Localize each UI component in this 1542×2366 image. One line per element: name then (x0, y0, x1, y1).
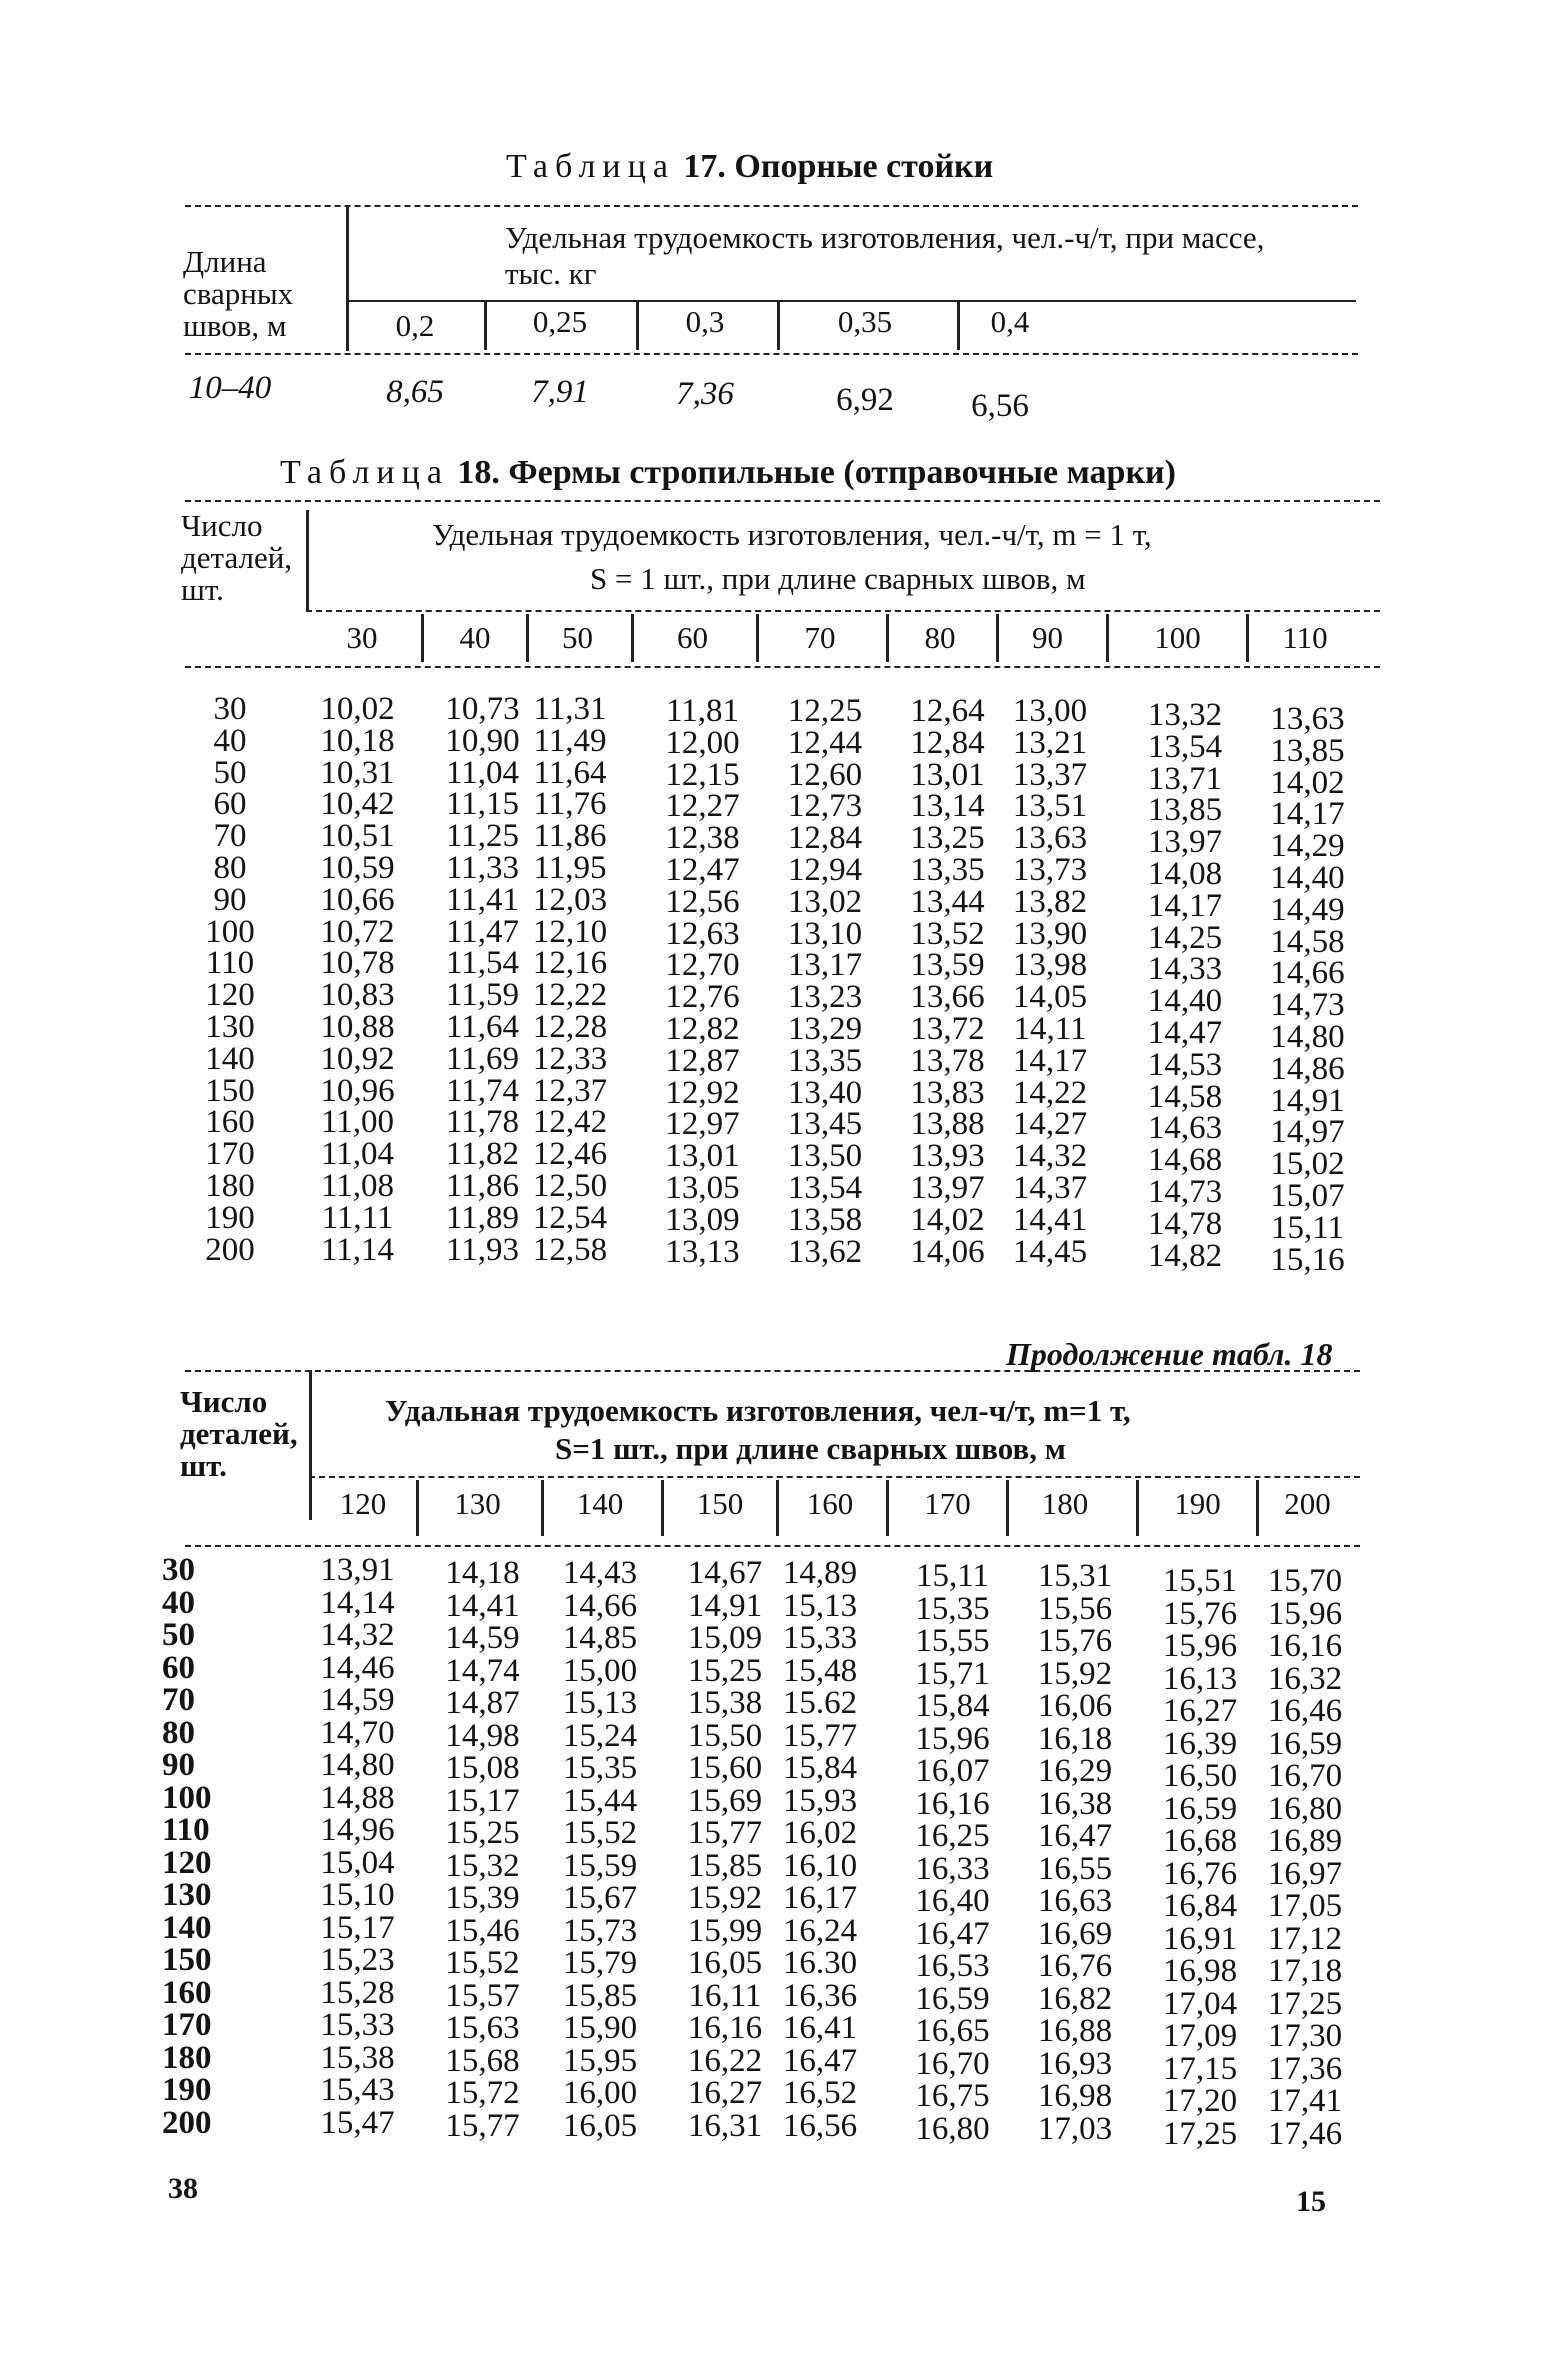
table18c-value-column: 15,31 15,56 15,76 15,92 16,06 16,18 16,29 16,38 16,47 16,55 16,63 16,69 16,76 16,82 16,88 16,93 16,98 17,03 (1037, 1558, 1113, 2147)
table17-col-2: 0,3 (685, 304, 725, 339)
table18-row-labels: 30 40 50 60 70 80 90 100 110 120 130 140 150 160 170 180 190 200 (205, 691, 255, 1268)
table17-value-2: 7,36 (676, 376, 734, 412)
table17-row-label: 10–40 (188, 370, 272, 406)
table18c-col-header: 120 (339, 1486, 387, 1521)
table17-main-header: Удельная трудоемкость изготовления, чел.-ч/т, при массе, тыс. кг (505, 220, 1265, 291)
table18-main-header-1: Удельная трудоемкость изготовления, чел.-ч/т, m = 1 т, (432, 517, 1152, 552)
table18-col-separator (1246, 614, 1249, 662)
table18-columns-rule (306, 610, 1380, 612)
table18c-col-separator (886, 1480, 889, 1536)
table18c-col-header: 200 (1284, 1486, 1331, 1521)
table17-left-header: Длина сварных швов, м (183, 244, 294, 343)
table17-title-prefix: Таблица (506, 148, 675, 185)
table18-cont-caption: Продолжение табл. 18 (1006, 1336, 1333, 1372)
table18-col-separator (756, 614, 759, 662)
table18c-col-separator (416, 1480, 419, 1536)
table18c-row-labels: 30 40 50 60 70 80 90 100 110 120 130 140 150 160 170 180 190 200 (162, 1552, 212, 2141)
table18-top-rule (185, 500, 1380, 502)
table18-value-column: 12,64 12,84 13,01 13,14 13,25 13,35 13,44 13,52 13,59 13,66 13,72 13,78 13,83 13,88 13,93 13,97 14,02 14,06 (910, 693, 985, 1270)
table18c-main-header-1: Удальная трудоемкость изготовления, чел-ч/т, m=1 т, (385, 1393, 1131, 1428)
table17-value-1: 7,91 (531, 374, 589, 410)
table18c-col-separator (661, 1480, 664, 1536)
table18-title (280, 454, 1176, 492)
table17-col-0: 0,2 (395, 308, 435, 343)
table18c-bottom-rule (185, 1545, 1360, 1547)
table18-bottom-rule (185, 666, 1380, 668)
table18c-main-header-2: S=1 шт., при длине сварных швов, м (555, 1431, 1066, 1466)
table17-value-4: 6,56 (971, 388, 1029, 424)
table17-col-sep-4 (957, 300, 960, 350)
table18-col-separator (886, 614, 889, 662)
table18c-col-separator (1006, 1480, 1009, 1536)
table17-col-sep-3 (777, 300, 780, 350)
table17-value-3: 6,92 (836, 382, 894, 418)
table18c-col-header: 140 (576, 1486, 624, 1521)
table18c-value-column: 14,43 14,66 14,85 15,00 15,13 15,24 15,35 15,44 15,52 15,59 15,67 15,73 15,79 15,85 15,90 15,95 16,00 16,05 (562, 1555, 638, 2144)
page-number-left: 38 (168, 2172, 198, 2205)
table18-col-header: 70 (804, 620, 836, 655)
table18-title-rest: 18. Фермы стропильные (отправочные марки) (457, 454, 1176, 491)
table18-col-header: 100 (1154, 620, 1201, 655)
table18-col-separator (631, 614, 634, 662)
table18-value-column: 13,63 13,85 14,02 14,17 14,29 14,40 14,49 14,58 14,66 14,73 14,80 14,86 14,91 14,97 15,02 15,07 15,11 15,16 (1270, 701, 1345, 1278)
table18c-value-column: 14,67 14,91 15,09 15,25 15,38 15,50 15,60 15,69 15,77 15,85 15,92 15,99 16,05 16,11 16,16 16,22 16,27 16,31 (687, 1555, 763, 2144)
table18-value-column: 10,73 10,90 11,04 11,15 11,25 11,33 11,41 11,47 11,54 11,59 11,64 11,69 11,74 11,78 11,82 11,86 11,89 11,93 (445, 691, 520, 1268)
table18-value-column: 10,02 10,18 10,31 10,42 10,51 10,59 10,66 10,72 10,78 10,83 10,88 10,92 10,96 11,00 11,04 11,08 11,11 11,14 (320, 691, 395, 1268)
table18c-col-header: 180 (1041, 1486, 1089, 1521)
table18-col-header: 90 (1032, 620, 1063, 655)
table17-col-4: 0,4 (990, 304, 1030, 339)
table18c-col-separator (776, 1480, 779, 1536)
table17-value-0: 8,65 (386, 374, 444, 410)
table18c-col-header: 130 (454, 1486, 501, 1521)
table18-col-header: 110 (1282, 620, 1328, 655)
table17-col-sep-1 (484, 300, 487, 350)
table18-value-column: 13,32 13,54 13,71 13,85 13,97 14,08 14,17 14,25 14,33 14,40 14,47 14,53 14,58 14,63 14,68 14,73 14,78 14,82 (1147, 697, 1223, 1274)
table18c-value-column: 13,91 14,14 14,32 14,46 14,59 14,70 14,80 14,88 14,96 15,04 15,10 15,17 15,23 15,28 15,33 15,38 15,43 15,47 (320, 1552, 395, 2141)
table17-title-rest: 17. Опорные стойки (683, 148, 994, 185)
table17-col-1: 0,25 (532, 304, 588, 339)
table18-col-separator (1106, 614, 1109, 662)
table18c-col-header: 190 (1174, 1486, 1221, 1521)
table18c-value-column: 14,18 14,41 14,59 14,74 14,87 14,98 15,08 15,17 15,25 15,32 15,39 15,46 15,52 15,57 15,63 15,68 15,72 15,77 (445, 1555, 520, 2144)
table18-title-prefix: Таблица (280, 454, 449, 491)
table18c-top-rule (185, 1370, 1360, 1372)
table18-left-header: Число деталей, шт. (181, 508, 293, 607)
table17-bottom-rule (185, 353, 1358, 355)
table18-divider (306, 510, 309, 610)
table18-value-column: 11,81 12,00 12,15 12,27 12,38 12,47 12,56 12,63 12,70 12,76 12,82 12,87 12,92 12,97 13,01 13,05 13,09 13,13 (665, 693, 740, 1270)
table18-col-header: 80 (924, 620, 956, 655)
table17-top-rule (185, 205, 1358, 207)
table18c-value-column: 14,89 15,13 15,33 15,48 15.62 15,77 15,84 15,93 16,02 16,10 16,17 16,24 16.30 16,36 16,41 16,47 16,52 16,56 (782, 1555, 858, 2144)
table18-main-header-2: S = 1 шт., при длине сварных швов, м (590, 561, 1086, 596)
table18-col-header: 60 (677, 620, 708, 655)
table18c-col-header: 170 (924, 1486, 971, 1521)
table18c-value-column: 15,51 15,76 15,96 16,13 16,27 16,39 16,50 16,59 16,68 16,76 16,84 16,91 16,98 17,04 17,09 17,15 17,20 17,25 (1162, 1563, 1238, 2152)
table18-col-header: 40 (459, 620, 491, 655)
table18-value-column: 13,00 13,21 13,37 13,51 13,63 13,73 13,82 13,90 13,98 14,05 14,11 14,17 14,22 14,27 14,32 14,37 14,41 14,45 (1012, 693, 1088, 1270)
table18c-col-header: 150 (696, 1486, 744, 1521)
table18c-columns-rule (309, 1476, 1360, 1478)
table18c-col-separator (1136, 1480, 1139, 1536)
table18-value-column: 12,25 12,44 12,60 12,73 12,84 12,94 13,02 13,10 13,17 13,23 13,29 13,35 13,40 13,45 13,50 13,54 13,58 13,62 (787, 693, 863, 1270)
table17-columns-rule (346, 300, 1356, 302)
table18c-divider (309, 1370, 312, 1520)
table18-col-header: 30 (346, 620, 378, 655)
table18c-col-separator (1256, 1480, 1259, 1536)
table17-col-sep-2 (636, 300, 639, 350)
table17-col-3: 0,35 (837, 304, 893, 339)
table18-col-separator (526, 614, 529, 662)
table18-col-separator (996, 614, 999, 662)
table18c-col-separator (541, 1480, 544, 1536)
table18-col-separator (421, 614, 424, 662)
table18c-left-header: Число деталей, шт. (180, 1384, 298, 1483)
page-number-right: 15 (1296, 2185, 1326, 2218)
table17-title (506, 148, 993, 186)
table18c-value-column: 15,70 15,96 16,16 16,32 16,46 16,59 16,70 16,80 16,89 16,97 17,05 17,12 17,18 17,25 17,30 17,36 17,41 17,46 (1267, 1563, 1343, 2152)
table18-value-column: 11,31 11,49 11,64 11,76 11,86 11,95 12,03 12,10 12,16 12,22 12,28 12,33 12,37 12,42 12,46 12,50 12,54 12,58 (532, 691, 608, 1268)
table17-divider (346, 205, 349, 351)
table18c-value-column: 15,11 15,35 15,55 15,71 15,84 15,96 16,07 16,16 16,25 16,33 16,40 16,47 16,53 16,59 16,65 16,70 16,75 16,80 (915, 1558, 990, 2147)
table18-col-header: 50 (562, 620, 593, 655)
table18c-col-header: 160 (806, 1486, 854, 1521)
